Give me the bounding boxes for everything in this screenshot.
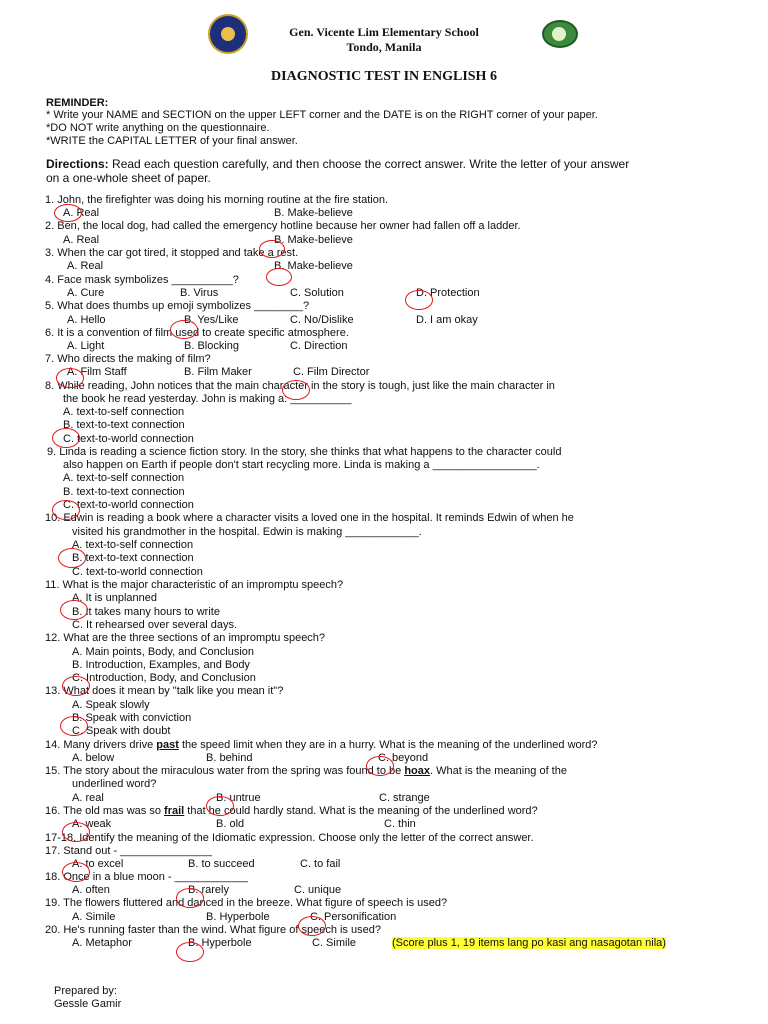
answer-circle-q20 (176, 942, 204, 962)
q19-option-c: C. Personification (310, 911, 397, 923)
q20-option-a: A. Metaphor (72, 937, 132, 949)
answer-circle-q8 (52, 428, 80, 448)
question-7: 7. Who directs the making of film? (45, 353, 211, 365)
q6-option-b: B. Blocking (184, 340, 240, 352)
question-10: 10. Edwin is reading a book where a character visits a loved one in the hospital. It reminds Edwin of when he (45, 512, 574, 524)
q16-option-c: C. thin (384, 818, 416, 830)
q7-option-b: B. Film Maker (184, 366, 252, 378)
q4-option-d: D. Protection (416, 287, 480, 299)
q16-text-post: that he could hardly stand. What is the meaning of the underlined word? (184, 805, 538, 817)
q13-option-c: C. Speak with doubt (72, 725, 171, 737)
reminder-line-1: * Write your NAME and SECTION on the upper LEFT corner and the DATE is on the RIGHT corner of your paper. (46, 109, 598, 121)
q14-option-a: A. below (72, 752, 115, 764)
q15-text-post: . What is the meaning of the (430, 765, 567, 777)
q4-option-c: C. Solution (290, 287, 344, 299)
q11-option-b: B. It takes many hours to write (72, 606, 220, 618)
q16-underlined-word: frail (164, 805, 185, 817)
q20-option-b: B. Hyperbole (188, 937, 252, 949)
answer-circle-q1 (54, 204, 82, 222)
directions (46, 157, 629, 171)
q11-option-a: A. It is unplanned (72, 592, 158, 604)
answer-circle-q4 (405, 290, 433, 310)
q18-option-c: C. unique (294, 884, 342, 896)
q11-option-c: C. It rehearsed over several days. (72, 619, 238, 631)
question-20: 20. He's running faster than the wind. What figure of speech is used? (45, 924, 381, 936)
question-13: 13. What does it mean by "talk like you mean it"? (45, 685, 284, 697)
q14-text-pre: 14. Many drivers drive (45, 739, 157, 751)
q6-option-a: A. Light (67, 340, 105, 352)
q20-option-c: C. Simile (312, 937, 357, 949)
answer-circle-q16 (62, 822, 90, 842)
q6-option-c: C. Direction (290, 340, 348, 352)
school-city: Tondo, Manila (346, 40, 422, 54)
question-6: 6. It is a convention of film used to create specific atmosphere. (45, 327, 349, 339)
answer-circle-q7 (282, 380, 310, 400)
question-1: 1. John, the firefighter was doing his morning routine at the fire station. (45, 194, 389, 206)
q3-option-b: B. Make-believe (274, 260, 353, 272)
directions-text-cont: on a one-whole sheet of paper. (46, 171, 211, 185)
q9-option-a: A. text-to-self connection (63, 472, 185, 484)
q5-option-c: C. No/Dislike (290, 314, 354, 326)
answer-circle-q18 (176, 888, 204, 908)
q7-option-c: C. Film Director (293, 366, 370, 378)
answer-circle-q19 (298, 916, 326, 936)
q1-option-b: B. Make-believe (274, 207, 353, 219)
q18-option-a: A. often (72, 884, 110, 896)
q10-option-a: A. text-to-self connection (72, 539, 194, 551)
directions-text: Read each question carefully, and then choose the correct answer. Write the letter of your answer (108, 157, 630, 171)
question-5: 5. What does thumbs up emoji symbolizes ________? (45, 300, 310, 312)
question-4: 4. Face mask symbolizes __________? (45, 274, 239, 286)
question-2: 2. Ben, the local dog, had called the emergency hotline because her owner had fallen off a ladder. (45, 220, 521, 232)
answer-circle-q13 (60, 716, 88, 736)
question-15-cont: underlined word? (72, 778, 157, 790)
q3-option-a: A. Real (67, 260, 104, 272)
q13-option-b: B. Speak with conviction (72, 712, 192, 724)
answer-circle-q14 (366, 756, 394, 776)
q19-option-a: A. Simile (72, 911, 116, 923)
q15-option-c: C. strange (379, 792, 430, 804)
test-title: DIAGNOSTIC TEST IN ENGLISH 6 (271, 69, 497, 84)
q9-option-c: C. text-to-world connection (63, 499, 194, 511)
question-8-cont: the book he read yesterday. John is making a: __________ (63, 393, 352, 405)
answer-circle-q10 (58, 548, 86, 568)
score-note: (Score plus 1, 19 items lang po kasi ang nasagotan nila) (392, 937, 666, 949)
q16-text-pre: 16. The old mas was so (45, 805, 165, 817)
question-9: 9. Linda is reading a science fiction story. In the story, she thinks that what happens to the character could (47, 446, 562, 458)
q15-text-pre: 15. The story about the miraculous water from the spring was found to be (45, 765, 405, 777)
q4-option-b: B. Virus (180, 287, 219, 299)
question-15 (45, 765, 567, 777)
question-3: 3. When the car got tired, it stopped and take a rest. (45, 247, 299, 259)
answer-circle-q3 (266, 268, 292, 286)
question-16 (45, 805, 538, 817)
answer-circle-q17 (62, 862, 90, 882)
q14-text-post: the speed limit when they are in a hurry. What is the meaning of the underlined word? (178, 739, 598, 751)
q10-option-c: C. text-to-world connection (72, 566, 203, 578)
q15-underlined-word: hoax (404, 765, 431, 777)
question-19: 19. The flowers fluttered and danced in the breeze. What figure of speech is used? (45, 897, 448, 909)
q1-option-a: A. Real (63, 207, 100, 219)
q19-option-b: B. Hyperbole (206, 911, 270, 923)
q13-option-a: A. Speak slowly (72, 699, 150, 711)
q5-option-b: B. Yes/Like (184, 314, 239, 326)
q14-option-b: B. behind (206, 752, 253, 764)
q15-option-b: B. untrue (216, 792, 261, 804)
question-17: 17. Stand out - _______________ (45, 845, 212, 857)
q16-option-a: A. weak (72, 818, 112, 830)
q2-option-a: A. Real (63, 234, 100, 246)
q5-option-d: D. I am okay (416, 314, 478, 326)
q16-option-b: B. old (216, 818, 245, 830)
q14-option-c: C. beyond (378, 752, 429, 764)
answer-circle-q9 (52, 500, 80, 520)
q12-option-b: B. Introduction, Examples, and Body (72, 659, 250, 671)
question-17-18-instruction: 17-18. Identify the meaning of the Idiomatic expression. Choose only the letter of the correct answer. (45, 832, 534, 844)
directions-label: Directions: (46, 157, 109, 171)
q8-option-c: C. text-to-world connection (63, 433, 194, 445)
prepared-by-name: Gessle Gamir (54, 998, 122, 1010)
question-11: 11. What is the major characteristic of an impromptu speech? (45, 579, 344, 591)
q8-option-b: B. text-to-text connection (63, 419, 185, 431)
q17-option-a: A. to excel (72, 858, 124, 870)
q10-option-b: B. text-to-text connection (72, 552, 194, 564)
prepared-by-label: Prepared by: (54, 985, 117, 997)
question-18: 18. Once in a blue moon - ____________ (45, 871, 249, 883)
answer-circle-q12 (62, 676, 90, 696)
answer-circle-q2 (259, 240, 285, 258)
q12-option-c: C. Introduction, Body, and Conclusion (72, 672, 256, 684)
answer-circle-q15 (206, 796, 234, 816)
q8-option-a: A. text-to-self connection (63, 406, 185, 418)
q9-option-b: B. text-to-text connection (63, 486, 185, 498)
q12-option-a: A. Main points, Body, and Conclusion (72, 646, 255, 658)
question-9-cont: also happen on Earth if people don't start recycling more. Linda is making a _________________. (63, 459, 540, 471)
answer-circle-q5 (170, 320, 198, 339)
q15-option-a: A. real (72, 792, 104, 804)
q17-option-b: B. to succeed (188, 858, 255, 870)
school-name: Gen. Vicente Lim Elementary School (289, 25, 479, 39)
question-12: 12. What are the three sections of an impromptu speech? (45, 632, 326, 644)
reminder-line-2: *DO NOT write anything on the questionnaire. (46, 122, 270, 134)
reminder-heading: REMINDER: (46, 97, 109, 109)
q17-option-c: C. to fail (300, 858, 341, 870)
answer-circle-q6 (56, 368, 84, 388)
question-14 (45, 739, 598, 751)
q14-underlined-word: past (156, 739, 179, 751)
question-8: 8. While reading, John notices that the main character in the story is tough, just like the main character in (45, 380, 555, 392)
q5-option-a: A. Hello (67, 314, 106, 326)
reminder-line-3: *WRITE the CAPITAL LETTER of your final answer. (46, 135, 298, 147)
question-10-cont: visited his grandmother in the hospital. Edwin is making ____________. (72, 526, 422, 538)
q7-option-a: A. Film Staff (67, 366, 127, 378)
answer-circle-q11 (60, 600, 88, 620)
q2-option-b: B. Make-believe (274, 234, 353, 246)
q18-option-b: B. rarely (188, 884, 229, 896)
q4-option-a: A. Cure (67, 287, 105, 299)
